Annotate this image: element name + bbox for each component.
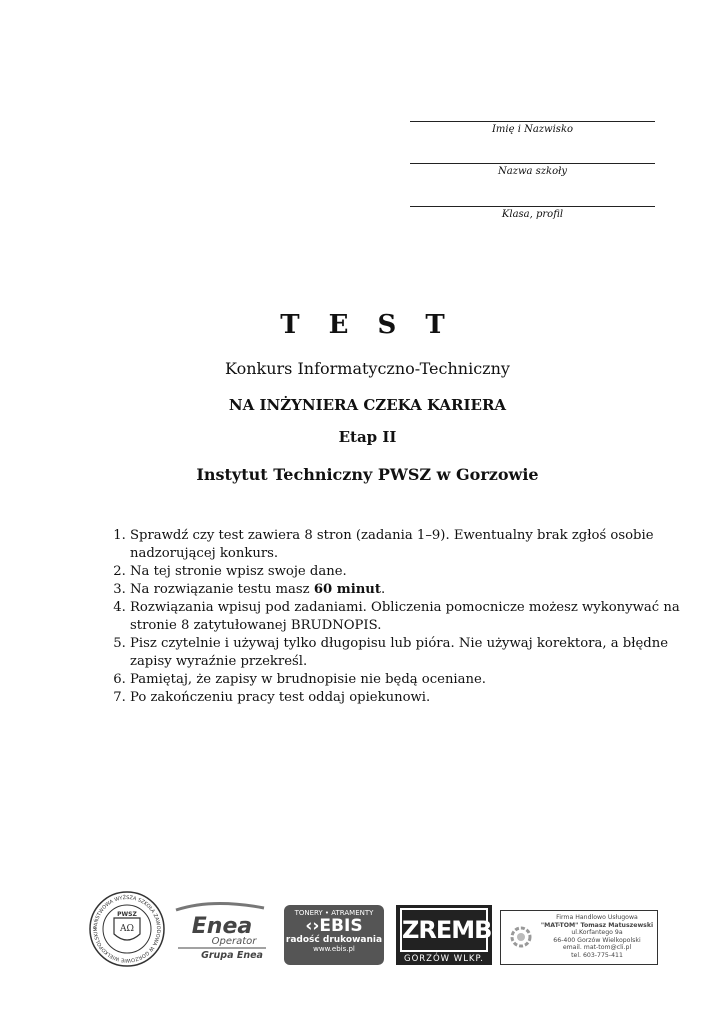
instruction-text: Po zakończeniu pracy test oddaj opiekunowi. [130, 690, 431, 705]
contest-subtitle: Konkurs Informatyczno-Techniczny [225, 359, 510, 378]
enea-operator: Operator [211, 936, 257, 947]
instruction-item [130, 599, 710, 635]
instruction-item [130, 563, 710, 581]
mattom-line: ul.Korfantego 9a [571, 929, 623, 937]
name-field-label: Imię i Nazwisko [410, 121, 655, 135]
pwsz-ring-text: PAŃSTWOWA WYŻSZA SZKOŁA ZAWODOWA W GORZOWIE WIELKOPOLSKIM [92, 894, 162, 964]
mattom-line: 66-400 Gorzów Wielkopolski [553, 936, 641, 944]
ebis-top: TONERY • ATRAMENTY [294, 909, 374, 917]
institute-label: Instytut Techniczny PWSZ w Gorzowie [196, 465, 539, 484]
instruction-item [130, 671, 710, 689]
instruction-item [130, 527, 710, 563]
ebis-logo [284, 905, 384, 965]
instructions-list [88, 527, 710, 707]
zremb-logo [396, 905, 492, 965]
sponsor-logos [0, 890, 725, 975]
zremb-city: GORZÓW WLKP. [403, 954, 485, 964]
mattom-line: tel. 603-775-411 [571, 951, 623, 959]
mattom-line: email. mat-tom@cli.pl [562, 944, 632, 952]
enea-logo [172, 900, 272, 960]
instruction-text: Na rozwiązanie testu masz [130, 582, 314, 597]
instruction-text: Rozwiązania wpisuj pod zadaniami. Obliczenia pomocnicze możesz wykonywać na stronie 8 zatytułowanej BRUDNOPIS. [130, 600, 680, 633]
instruction-item [130, 635, 710, 671]
instruction-text-end: . [381, 582, 386, 597]
instruction-emphasis: 60 minut [313, 582, 381, 597]
instruction-text: Pisz czytelnie i używaj tylko długopisu lub pióra. Nie używaj korektora, a błędne zapisy wyraźnie przekreśl. [130, 636, 669, 669]
pwsz-glyph: AΩ [120, 924, 134, 934]
ebis-tagline: radość drukowania [285, 935, 383, 945]
enea-group: Grupa Enea [201, 950, 263, 960]
enea-brand: Enea [191, 914, 253, 939]
contest-name: NA INŻYNIERA CZEKA KARIERA [228, 396, 507, 414]
mattom-gear-icon [507, 923, 535, 951]
stage-label: Etap II [338, 428, 397, 446]
instruction-text: Sprawdź czy test zawiera 8 stron (zadania 1–9). Ewentualny brak zgłoś osobie nadzorującej konkurs. [130, 528, 654, 561]
instruction-item [130, 689, 710, 707]
mattom-line: "MAT-TOM" Tomasz Matuszewski [540, 921, 654, 929]
instruction-item [130, 581, 710, 599]
pwsz-center-text: PWSZ [117, 911, 137, 918]
instruction-text: Na tej stronie wpisz swoje dane. [130, 564, 347, 579]
class-field-label: Klasa, profil [410, 206, 655, 220]
page-title: T E S T [280, 310, 455, 340]
school-field-label: Nazwa szkoły [410, 163, 655, 177]
mattom-line: Firma Handlowo Usługowa [556, 914, 638, 921]
instruction-text: Pamiętaj, że zapisy w brudnopisie nie będą oceniane. [130, 672, 487, 687]
pwsz-seal-logo [88, 890, 166, 968]
mattom-logo [500, 910, 658, 965]
ebis-url: www.ebis.pl [313, 945, 355, 953]
ebis-brand: ‹›EBIS [305, 916, 363, 936]
zremb-brand: ZREMB [400, 908, 488, 952]
